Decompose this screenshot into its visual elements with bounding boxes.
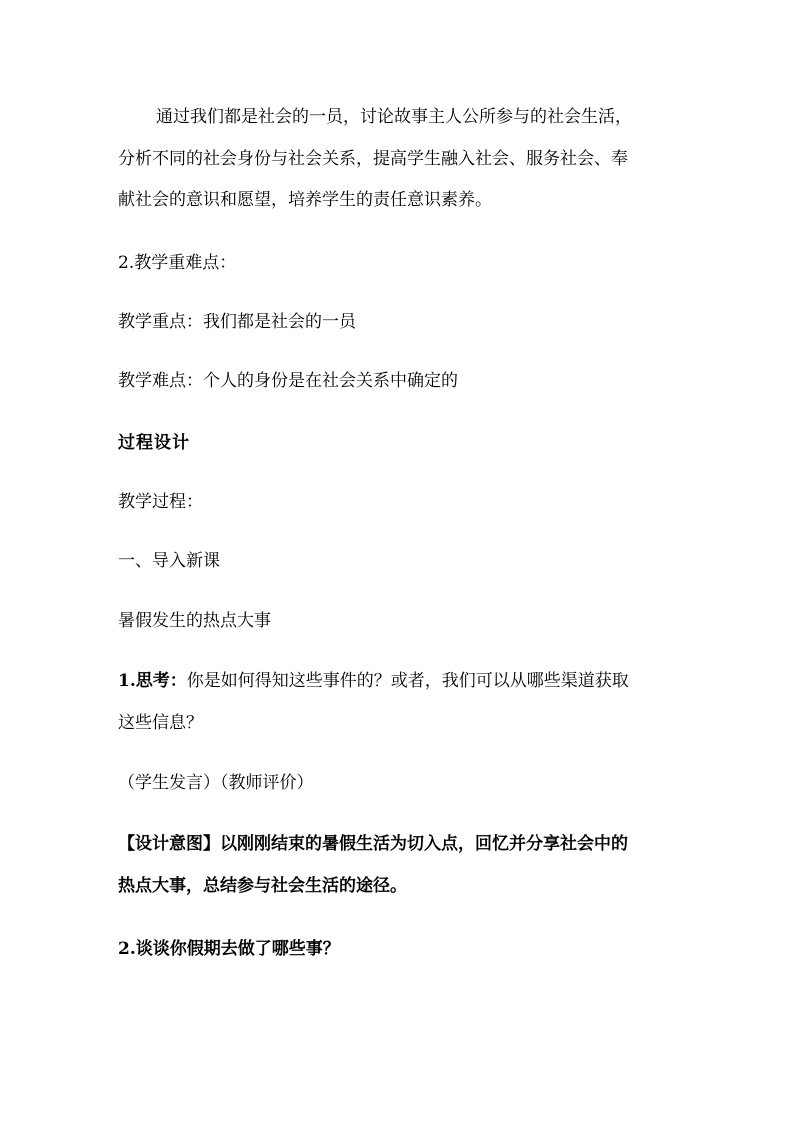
process-label: 教学过程： — [118, 492, 203, 512]
teaching-difficulty: 教学难点：个人的身份是在社会关系中确定的 — [118, 371, 458, 391]
question-2: 2.谈谈你假期去做了哪些事？ — [118, 939, 340, 959]
teaching-focus: 教学重点：我们都是社会的一员 — [118, 312, 356, 332]
design-intent-line-1: 【设计意图】以刚刚结束的暑假生活为切入点，回忆并分享社会中的 — [118, 834, 628, 854]
question-1-continued: 这些信息？ — [118, 713, 203, 733]
objective-line-1: 通过我们都是社会的一员，讨论故事主人公所参与的社会生活， — [156, 107, 632, 127]
section-title: 过程设计 — [118, 433, 190, 453]
question-1-number: 1. — [118, 671, 136, 691]
question-1 — [118, 670, 688, 692]
part1-title: 一、导入新课 — [118, 551, 220, 571]
design-intent-line-2: 热点大事，总结参与社会生活的途径。 — [118, 876, 407, 896]
topic-line: 暑假发生的热点大事 — [118, 611, 271, 631]
question-1-text: 你是如何得知这些事件的？或者，我们可以从哪些渠道获取 — [186, 671, 629, 691]
activity-note: （学生发言）（教师评价） — [118, 773, 314, 793]
objective-line-3: 献社会的意识和愿望，培养学生的责任意识素养。 — [118, 190, 492, 210]
question-1-label: 思考： — [135, 671, 187, 691]
objective-line-2: 分析不同的社会身份与社会关系，提高学生融入社会、服务社会、奉 — [118, 149, 628, 169]
key-points-heading: 2.教学重难点： — [118, 253, 237, 273]
